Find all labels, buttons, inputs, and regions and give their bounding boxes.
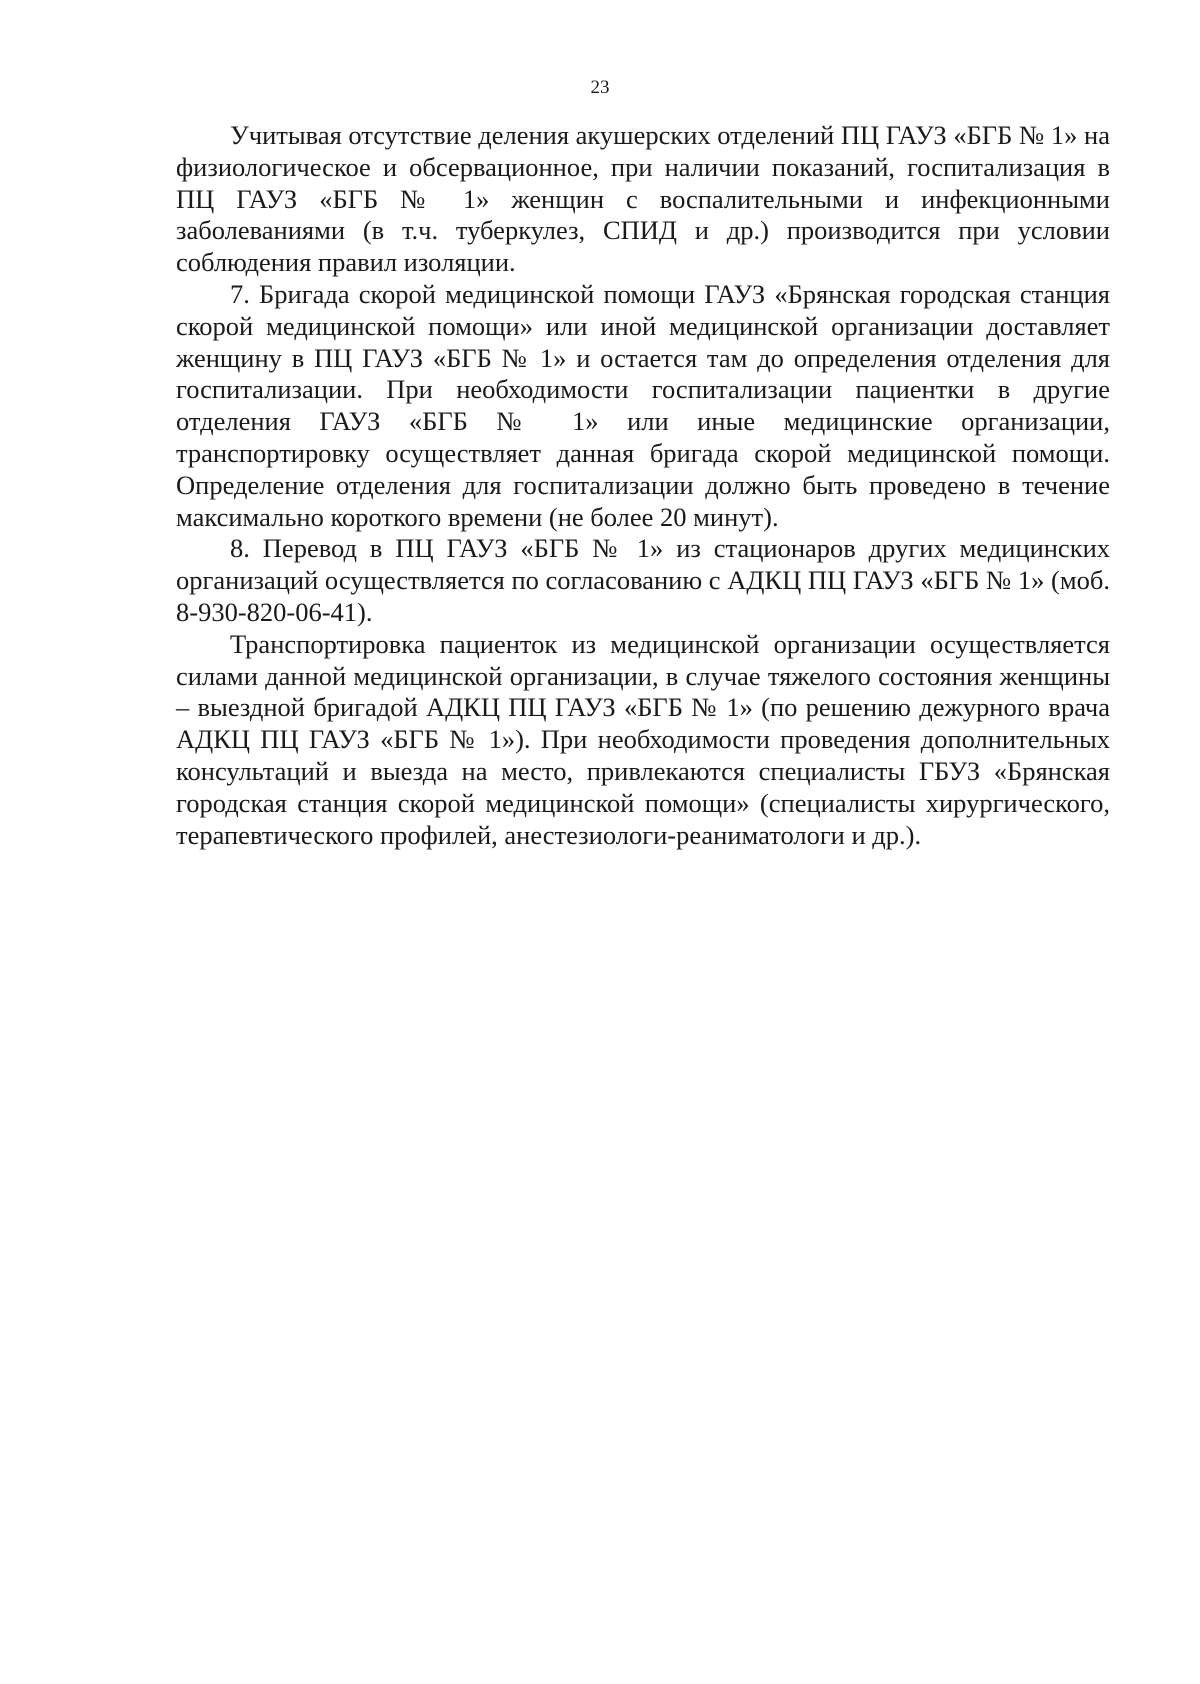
page-number: 23 <box>590 77 610 98</box>
paragraph-transportation: Транспортировка пациенток из медицинской организации осуществляется силами данной медицинской организации, в случае тяжелого состояния женщины – выездной бригадой АДКЦ ПЦ ГАУЗ «БГБ № 1» (по решению дежурного врача АДКЦ ПЦ ГАУЗ «БГБ № 1»). При необходимости проведения дополнительных консультаций и выезда на место, привлекаются специалисты ГБУЗ «Брянская городская станция скорой медицинской помощи» (специалисты хирургического, терапевтического профилей, анестезиологи-реаниматологи и др.). <box>176 628 1110 850</box>
paragraph-item-8-transfer: 8. Перевод в ПЦ ГАУЗ «БГБ № 1» из стационаров других медицинских организаций осуществляется по согласованию с АДКЦ ПЦ ГАУЗ «БГБ № 1» (моб. 8-930-820-06-41). <box>176 533 1110 627</box>
paragraph-isolation: Учитывая отсутствие деления акушерских отделений ПЦ ГАУЗ «БГБ № 1» на физиологическое и обсервационное, при наличии показаний, госпитализация в ПЦ ГАУЗ «БГБ № 1» женщин с воспалительными и инфекционными заболеваниями (в т.ч. туберкулез, СПИД и др.) производится при условии соблюдения правил изоляции. <box>176 120 1110 278</box>
document-body <box>176 120 1110 851</box>
paragraph-item-7-ambulance: 7. Бригада скорой медицинской помощи ГАУЗ «Брянская городская станция скорой медицинской помощи» или иной медицинской организации доставляет женщину в ПЦ ГАУЗ «БГБ № 1» и остается там до определения отделения для госпитализации. При необходимости госпитализации пациентки в другие отделения ГАУЗ «БГБ № 1» или иные медицинские организации, транспортировку осуществляет данная бригада скорой медицинской помощи. Определение отделения для госпитализации должно быть проведено в течение максимально короткого времени (не более 20 минут). <box>176 278 1110 532</box>
